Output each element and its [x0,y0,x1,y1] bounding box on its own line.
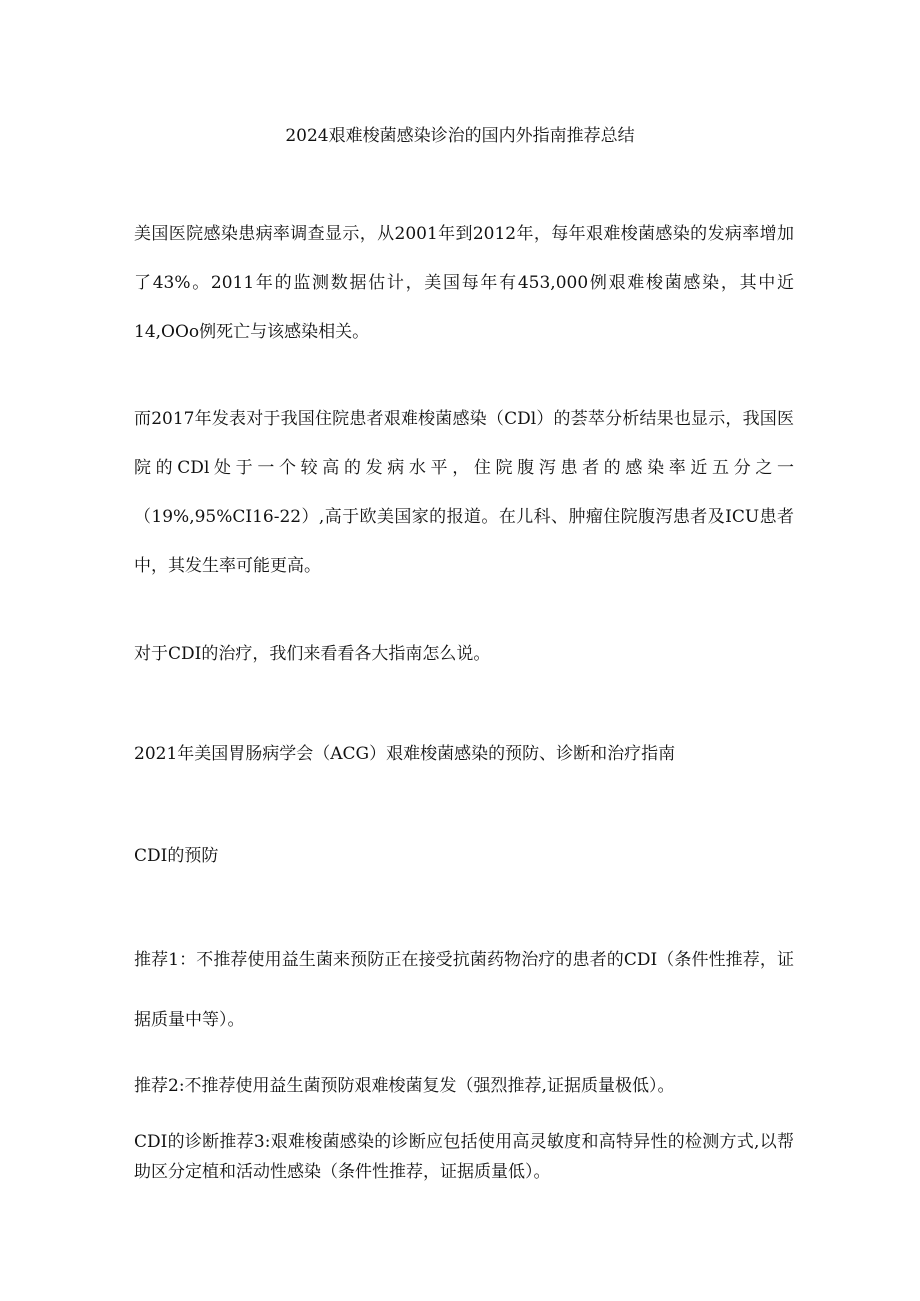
subheading-cdi-prevention: CDI的预防 [134,846,219,866]
recommendation-2: 推荐2:不推荐使用益生菌预防艰难梭菌复发（强烈推荐,证据质量极低）。 [134,1076,675,1096]
paragraph-us-incidence: 美国医院感染患病率调查显示，从2001年到2012年，每年艰难梭菌感染的发病率增加了43%。2011年的监测数据估计，美国每年有453,000例艰难梭菌感染，其中近14,OOo例死亡与该感染相关。 [134,224,794,342]
paragraph-china-meta-analysis: 而2017年发表对于我国住院患者艰难梭菌感染（CDl）的荟萃分析结果也显示，我国医院的CDl处于一个较高的发病水平，住院腹泻患者的感染率近五分之一（19%,95%CI16-22）,高于欧美国家的报道。在儿科、肿瘤住院腹泻患者及ICU患者中，其发生率可能更高。 [134,409,794,576]
recommendation-1: 推荐1：不推荐使用益生菌来预防正在接受抗菌药物治疗的患者的CDI（条件性推荐，证据质量中等）。 [134,950,794,1030]
recommendation-3: CDI的诊断推荐3:艰难梭菌感染的诊断应包括使用高灵敏度和高特异性的检测方式,以帮助区分定植和活动性感染（条件性推荐，证据质量低）。 [134,1132,794,1182]
document-title: 2024艰难梭菌感染诊治的国内外指南推荐总结 [285,126,635,146]
paragraph-guidelines-intro: 对于CDI的治疗，我们来看看各大指南怎么说。 [134,644,491,664]
section-heading-acg-guideline: 2021年美国胃肠病学会（ACG）艰难梭菌感染的预防、诊断和治疗指南 [134,744,676,764]
